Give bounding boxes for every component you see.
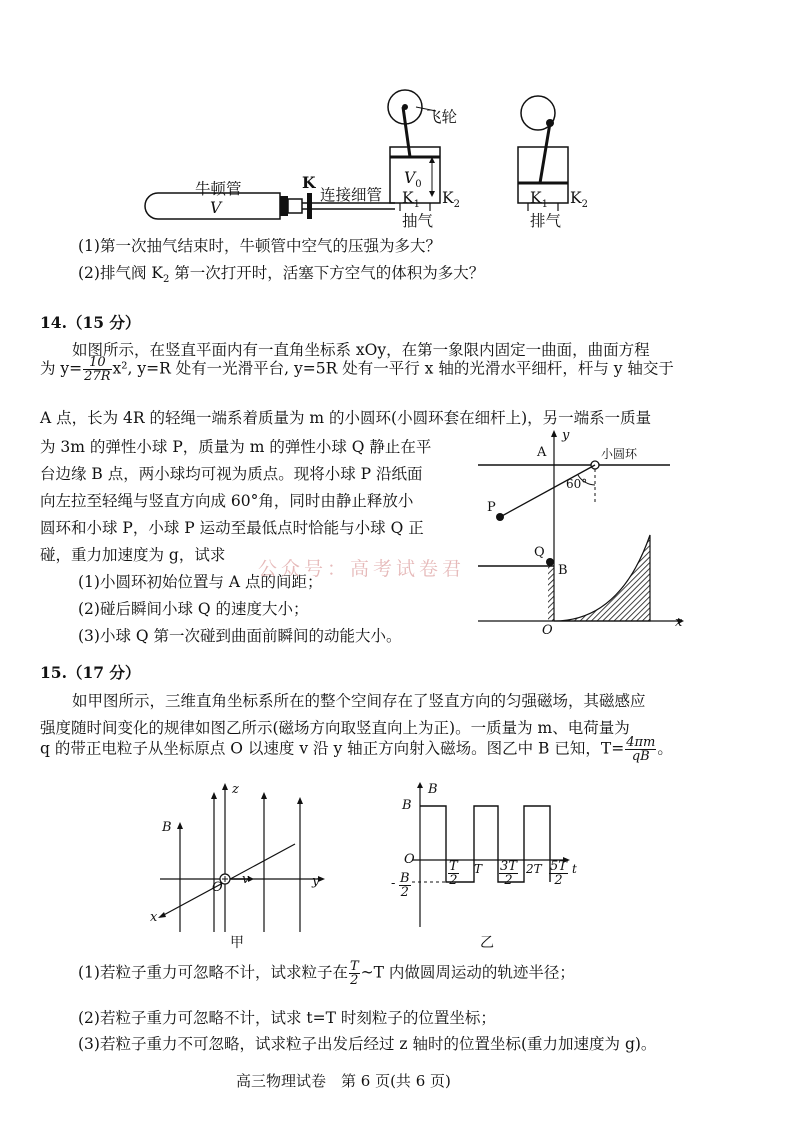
fig15b-tick-t-half: $\frac{T}{2}$	[449, 859, 458, 888]
fig14-origin-label: O	[542, 623, 553, 638]
k1-label-2: $K_1$	[530, 189, 548, 211]
half-period-fraction: $\frac{T}{2}$	[349, 959, 359, 988]
fig14-point-a: A	[537, 445, 547, 460]
fig15b-tick-5t-half: $\frac{5T}{2}$	[550, 859, 567, 888]
fig15b-b-level: B	[402, 798, 412, 813]
fig15b-axis-b: B	[428, 782, 438, 797]
fig15b-neg-b-half: $\frac{B}{2}$	[400, 871, 410, 900]
k2-label: $K_2$	[442, 189, 460, 211]
fig14-p-label: P	[487, 500, 496, 515]
v0-label: $V_0$	[404, 169, 422, 191]
fig14-x-label: x	[675, 615, 683, 630]
q14-sub1: (1)小圆环初始位置与 A 点的间距；	[78, 573, 323, 591]
q15-sub1: (1)若粒子重力可忽略不计，试求粒子在 $\frac{T}{2}$ ~T 内做圆周运动的轨迹半径；	[78, 959, 575, 988]
q13-sub2: (2)排气阀 $K_2$ 第一次打开时，活塞下方空气的体积为多大？	[78, 264, 485, 286]
page-footer: 高三物理试卷 第 6 页(共 6 页)	[236, 1072, 451, 1090]
q15-line1: 如甲图所示，三维直角坐标系所在的整个空间存在了竖直方向的匀强磁场，其磁感应	[72, 692, 646, 710]
fig15a-y-label: y	[312, 874, 320, 889]
figure-13	[120, 85, 600, 235]
q15-line3: q 的带正电粒子从坐标原点 O 以速度 v 沿 y 轴正方向射入磁场。图乙中 B 已知，T= $\frac{4\pi m}{qB}$ 。	[40, 735, 673, 764]
curve-fraction: $\frac{10}{27R}$	[84, 355, 111, 384]
valve-k-label: K	[302, 173, 316, 192]
q14-sub3: (3)小球 Q 第一次碰到曲面前瞬间的动能大小。	[78, 627, 402, 645]
fig14-q-label: Q	[534, 545, 545, 560]
pump-label: 抽气	[402, 212, 434, 230]
fig15b-caption: 乙	[480, 935, 494, 951]
fig15a-z-label: z	[232, 782, 239, 797]
figure-13-drawing	[120, 85, 600, 235]
k2-label-2: $K_2$	[570, 189, 588, 211]
q14-line3: A 点，长为 4R 的轻绳一端系着质量为 m 的小圆环(小圆环套在细杆上)，另一端系一质量	[40, 409, 652, 427]
figure-14-drawing	[470, 425, 690, 640]
fig15b-tick-t: T	[474, 862, 483, 876]
fig15b-t-axis: t	[572, 862, 577, 876]
fig15a-b-label: B	[162, 820, 172, 835]
fig14-b-label: B	[558, 563, 568, 578]
figure-15a	[150, 782, 340, 952]
fig15b-tick-2t: 2T	[526, 862, 542, 876]
fig15a-caption: 甲	[230, 935, 244, 951]
q14-sub2: (2)碰后瞬间小球 Q 的速度大小；	[78, 600, 309, 618]
fig15b-origin: O	[404, 852, 415, 867]
k1-label: $K_1$	[402, 189, 420, 211]
q14-line4: 为 3m 的弹性小球 P，质量为 m 的弹性小球 Q 静止在平	[40, 438, 432, 456]
flywheel-label: 飞轮	[426, 108, 458, 126]
q15-sub3: (3)若粒子重力不可忽略，试求粒子出发后经过 z 轴时的位置坐标(重力加速度为 g)。	[78, 1035, 657, 1053]
q14-line7: 圆环和小球 P，小球 P 运动至最低点时恰能与小球 Q 正	[40, 519, 424, 537]
q14-line2: 为 y= $\frac{10}{27R}$ x², y=R 处有一光滑平台, y=5R 处有一平行 x 轴的光滑水平细杆，杆与 y 轴交于	[40, 355, 674, 384]
connect-tube-label: 连接细管	[320, 186, 383, 204]
q14-line1: 如图所示，在竖直平面内有一直角坐标系 xOy，在第一象限内固定一曲面，曲面方程	[72, 341, 650, 359]
fig14-ring-label: 小圆环	[601, 447, 638, 461]
q15-line2: 强度随时间变化的规律如图乙所示(磁场方向取竖直向上为正)。一质量为 m、电荷量为	[40, 719, 630, 737]
fig14-angle-label: 60°	[566, 477, 588, 491]
q14-header: 14.（15 分）	[40, 313, 141, 332]
fig15a-x-label: x	[150, 910, 158, 925]
q15-header: 15.（17 分）	[40, 663, 141, 682]
figure-15b	[390, 782, 590, 952]
watermark: 公众号：高考试卷君	[258, 558, 466, 580]
q14-line8: 碰，重力加速度为 g，试求	[40, 546, 226, 564]
fig15b-tick-3t-half: $\frac{3T}{2}$	[500, 859, 517, 888]
tube-volume-label: V	[210, 199, 222, 217]
figure-15a-drawing	[150, 782, 340, 952]
q14-line6: 向左拉至轻绳与竖直方向成 60°角，同时由静止释放小	[40, 492, 414, 510]
exhaust-label: 排气	[530, 212, 562, 230]
period-fraction: $\frac{4\pi m}{qB}$	[626, 735, 656, 764]
fig15b-neg-sign: -	[391, 876, 396, 891]
q15-sub2: (2)若粒子重力可忽略不计，试求 t=T 时刻粒子的位置坐标；	[78, 1009, 496, 1027]
q14-line5: 台边缘 B 点，两小球均可视为质点。现将小球 P 沿纸面	[40, 465, 423, 483]
fig14-y-label: y	[562, 428, 570, 443]
q13-sub1: (1)第一次抽气结束时，牛顿管中空气的压强为多大？	[78, 237, 441, 255]
newton-tube-label: 牛顿管	[195, 180, 242, 198]
fig15a-origin-label: O	[212, 880, 223, 895]
figure-14	[470, 425, 690, 640]
fig15a-v-label: v	[242, 872, 250, 887]
